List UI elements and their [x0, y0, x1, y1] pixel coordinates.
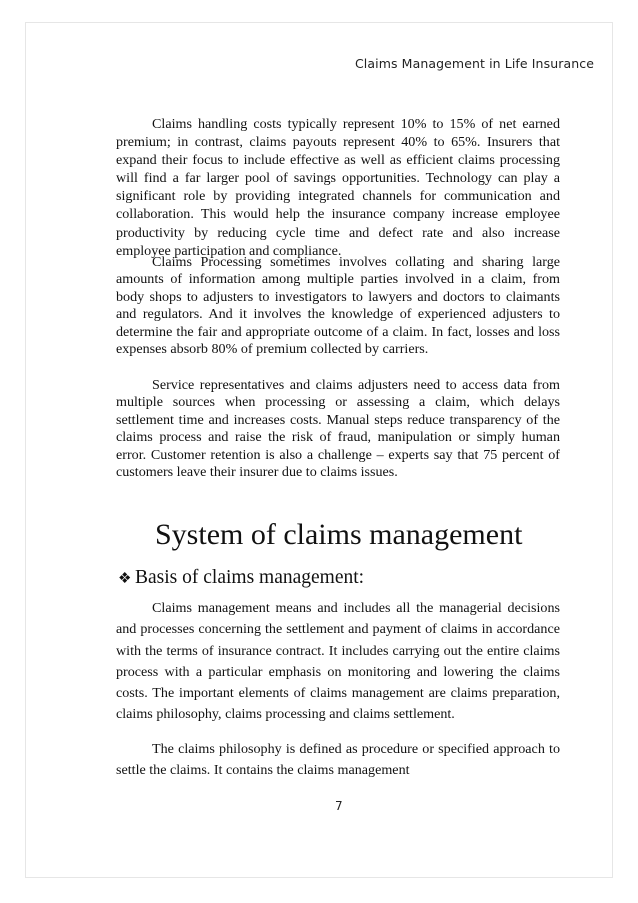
paragraph-text: Claims handling costs typically represent 10% to 15% of net earned premium; in contrast, claims payouts represent 40% to 65%. Insurers that expand their focus to include effective as well as efficient claims processing will find a far larger pool of savings opportunities. Technology can play a significant role by providing integrated channels for communication and collaboration. This would help the insurance company increase employee productivity by reducing cycle time and defect rate and also increase employee participation and compliance.	[116, 116, 560, 259]
paragraph-text: Claims Processing sometimes involves collating and sharing large amounts of information among multiple parties involved in a claim, from body shops to adjusters to investigators to lawyers and doctors to claimants and regulators. And it involves the knowledge of experienced adjusters to determine the fair and appropriate outcome of a claim. In fact, losses and loss expenses absorb 80% of premium collected by carriers.	[116, 254, 560, 358]
diamond-star-bullet-icon: ❖	[118, 571, 132, 587]
body-paragraph	[116, 598, 560, 726]
running-header: Claims Management in Life Insurance	[354, 56, 594, 71]
section-heading: System of claims management	[155, 518, 523, 551]
paragraph-text: The claims philosophy is defined as procedure or specified approach to settle the claims. It contains the claims management	[116, 741, 560, 779]
body-paragraph	[116, 739, 560, 782]
paragraph-text: Claims management means and includes all the managerial decisions and processes concerning the settlement and payment of claims in accordance with the terms of insurance contract. It includes carrying out the entire claims process with a particular emphasis on monitoring and lowering the claims costs. The important elements of claims management are claims preparation, claims philosophy, claims processing and claims settlement.	[116, 600, 560, 723]
subheading-text: Basis of claims management:	[135, 567, 365, 588]
body-paragraph	[116, 254, 560, 358]
page-number: 7	[335, 799, 343, 813]
paragraph-text: Service representatives and claims adjusters need to access data from multiple sources when processing or assessing a claim, which delays settlement time and increases costs. Manual steps reduce transparency of the claims process and raise the risk of fraud, manipulation or simply human error. Customer retention is also a challenge – experts say that 75 percent of customers leave their insurer due to claims issues.	[116, 377, 560, 481]
body-paragraph	[116, 377, 560, 481]
body-paragraph	[116, 115, 560, 260]
subheading	[118, 567, 364, 589]
